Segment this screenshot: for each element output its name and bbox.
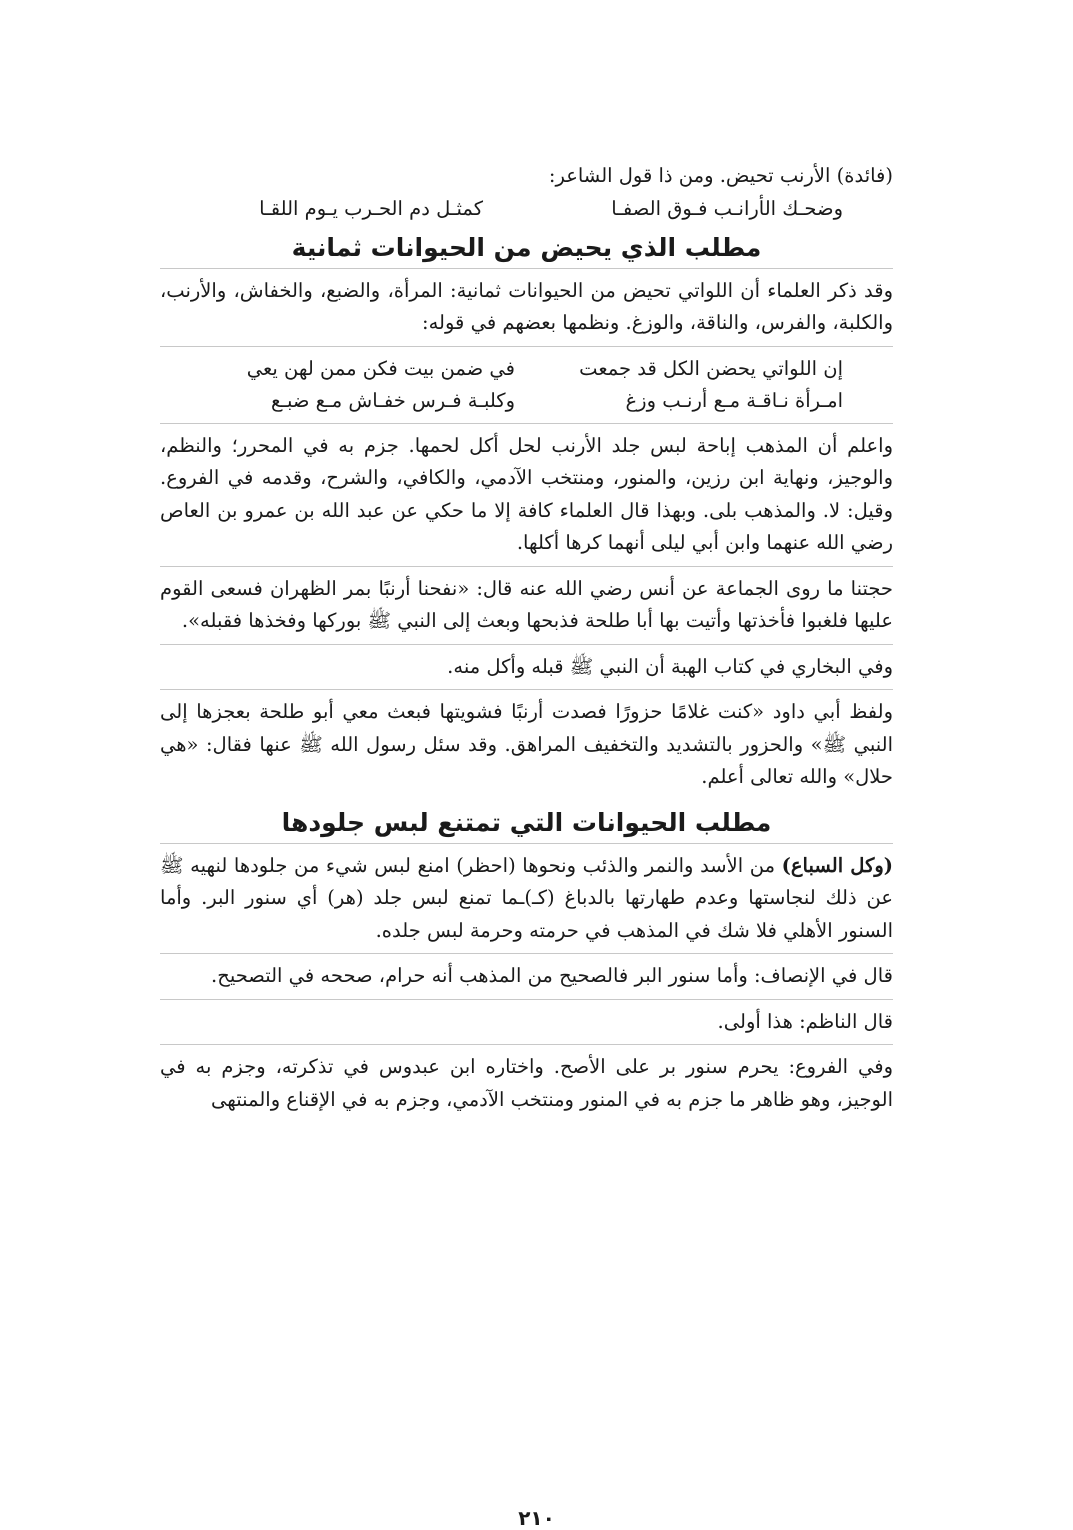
verse-3 — [160, 385, 893, 417]
verse-2 — [160, 353, 893, 385]
paragraph-7-lead: (وكل السباع) — [781, 853, 893, 877]
paragraph-1: (فائدة) الأرنب تحيض. ومن ذا قول الشاعر: — [548, 164, 893, 187]
paragraph-4: حجتنا ما روى الجماعة عن أنس رضي الله عنه قال: «نفحنا أرنبًا بمر الظهران فسعى القوم عليها فلغبوا فأخذتها وأتيت بها أبا طلحة فذبحها وبعث إلى النبي ﷺ بوركها وفخذها فقبله». — [160, 576, 893, 632]
divider — [160, 1044, 893, 1045]
page-number: ٢١٠ — [518, 1506, 555, 1530]
divider — [160, 843, 893, 844]
divider — [160, 566, 893, 567]
paragraph-10: وفي الفروع: يحرم سنور بر على الأصح. واختاره ابن عبدوس في تذكرته، وجزم به في الوجيز، وهو ظاهر ما جزم به في المنور ومنتخب الآدمي، وجزم به في الإقناع والمنتهى — [160, 1055, 893, 1111]
paragraph-6: ولفظ أبي داود «كنت غلامًا حزورًا فصدت أرنبًا فشويتها فبعث معي أبو طلحة بعجزها إلى النبي ﷺ» والحزور بالتشديد والتخفيف المراهق. وقد سئل رسول الله ﷺ عنها فقال: «هي حلال» والله تعالى أعلم. — [160, 700, 893, 788]
divider — [160, 999, 893, 1000]
divider — [160, 689, 893, 690]
verse-2-second-hemistich: في ضمن بيت فكن ممن لهن يعي — [246, 356, 515, 380]
verse-1-first-hemistich: وضحـك الأرانـب فـوق الصفـا — [611, 196, 843, 220]
page-body — [160, 160, 893, 1116]
verse-3-second-hemistich: وكلبـة فـرس خفـاش مـع ضبـع — [270, 388, 515, 412]
divider — [160, 346, 893, 347]
paragraph-5: وفي البخاري في كتاب الهبة أن النبي ﷺ قبله وأكل منه. — [447, 654, 893, 678]
paragraph-2: وقد ذكر العلماء أن اللواتي تحيض من الحيوانات ثمانية: المرأة، والضبع، والخفاش، والأرنب، والكلبة، والفرس، والناقة، والوزغ. ونظمها بعضهم في قوله: — [160, 278, 893, 334]
paragraph-9: قال الناظم: هذا أولى. — [717, 1009, 893, 1033]
verse-2-first-hemistich: إن اللواتي يحضن الكل قد جمعت — [579, 356, 843, 380]
divider — [160, 953, 893, 954]
divider — [160, 268, 893, 269]
paragraph-7 — [160, 850, 893, 948]
section-title-2: مطلب الحيوانات التي تمتنع لبس جلودها — [281, 807, 772, 837]
verse-1 — [160, 193, 893, 225]
verse-1-second-hemistich: كمثـل دم الحـرب يـوم اللقـا — [259, 196, 483, 220]
paragraph-7-text: من الأسد والنمر والذئب ونحوها (احظر) امنع لبس شيء من جلودها لنهيه ﷺ عن ذلك لنجاستها وعدم طهارتها بالدباغ (كـ)ـما تمنع لبس جلد (هر) أي سنور البر. وأما السنور الأهلي فلا شك في المذهب في حرمته وحرمة لبس جلده. — [160, 853, 893, 942]
paragraph-3: واعلم أن المذهب إباحة لبس جلد الأرنب لحل أكل لحمها. جزم به في المحرر؛ والنظم، والوجيز، ونهاية ابن رزين، والمنور، ومنتخب الآدمي، والكافي، والشرح، وقدمه في الفروع. وقيل: لا. والمذهب بلى. وبهذا قال العلماء كافة إلا ما حكي عن عبد الله بن عمرو بن العاص رضي الله عنهما وابن أبي ليلى أنهما كرها أكلها. — [160, 433, 893, 554]
section-title-1: مطلب الذي يحيض من الحيوانات ثمانية — [291, 232, 762, 262]
divider — [160, 644, 893, 645]
divider — [160, 423, 893, 424]
verse-3-first-hemistich: امـرأة نـاقـة مـع أرنـب وزغ — [625, 388, 843, 412]
paragraph-8: قال في الإنصاف: وأما سنور البر فالصحيح من المذهب أنه حرام، صححه في التصحيح. — [211, 964, 893, 987]
